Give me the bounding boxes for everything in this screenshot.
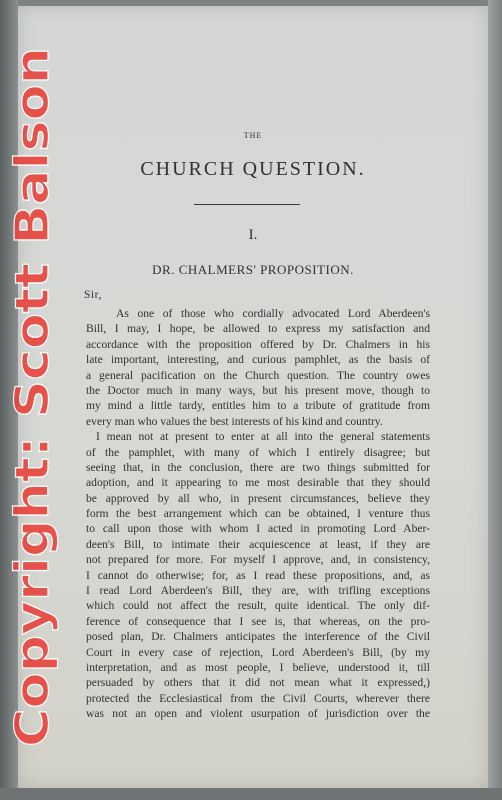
body-line: protected the Ecclesiastical from the Civil Courts, wherever there — [86, 691, 430, 705]
body-line: I mean not at present to enter at all into the general statements — [96, 430, 430, 444]
body-line: Bill, I may, I hope, be allowed to express my satisfaction and — [86, 322, 430, 336]
body-line: form the best arrangement which can be obtained, I venture thus — [86, 507, 430, 521]
body-line: every man who values the best interests of his kind and country. — [86, 414, 383, 428]
body-line: I cannot do otherwise; for, as I read these propositions, and, as — [86, 568, 430, 582]
body-line: be approved by all who, in present circumstances, believe they — [86, 491, 430, 505]
body-line: the Doctor much in many ways, but his present move, though to — [86, 383, 430, 397]
body-line: persuaded by others that it did not mean what it expressed,) — [86, 676, 430, 690]
body-line: As one of those who cordially advocated Lord Aberdeen's — [116, 307, 430, 320]
body-line: not prepared for more. For myself I approve, and, in consistency, — [86, 553, 430, 567]
body-line: a general pacification on the Church question. The country owes — [86, 368, 430, 382]
running-header: THE — [243, 131, 263, 140]
salutation: Sir, — [84, 289, 102, 301]
section-numeral: I. — [248, 227, 258, 243]
book-bottom-edge — [0, 788, 502, 800]
body-line: deen's Bill, to intimate their acquiescence at least, if they are — [86, 537, 430, 551]
section-title: DR. CHALMERS' PROPOSITION. — [152, 262, 354, 277]
body-line: ference of consequence that I see is, that whereas, on the pro- — [86, 614, 430, 628]
body-line: Court in every case of rejection, Lord Aberdeen's Bill, (by my — [86, 645, 430, 659]
body-line: my mind a little tardy, entitles him to a tribute of gratitude from — [86, 399, 430, 413]
copyright-watermark — [5, 42, 59, 752]
body-text — [86, 306, 430, 722]
book-right-edge — [488, 0, 502, 800]
body-line: interpretation, and as most people, I believe, understood it, till — [86, 660, 430, 674]
document-title: CHURCH QUESTION. — [140, 158, 366, 180]
body-line: of the pamphlet, with many of which I entirely disagree; but — [86, 445, 430, 459]
body-line: was not an open and violent usurpation of jurisdiction over the — [86, 707, 430, 721]
copyright-watermark-text: Copyright: Scott Balson — [5, 132, 59, 747]
body-line: I read Lord Aberdeen's Bill, they are, with trifling exceptions — [86, 584, 430, 598]
title-rule-divider — [194, 204, 300, 205]
body-line: posed plan, Dr. Chalmers anticipates the interference of the Civil — [86, 630, 430, 644]
body-line: which could not affect the result, quite identical. The only dif- — [86, 599, 430, 613]
body-line: accordance with the proposition offered by Dr. Chalmers in his — [86, 337, 430, 351]
body-line: adoption, and it appearing to me most desirable that they should — [86, 476, 430, 490]
body-line: to call upon those with whom I acted in promoting Lord Aber- — [86, 522, 430, 536]
body-line: seeing that, in the conclusion, there are two things submitted for — [86, 460, 430, 474]
body-line: late important, interesting, and curious pamphlet, as the basis of — [86, 353, 430, 367]
